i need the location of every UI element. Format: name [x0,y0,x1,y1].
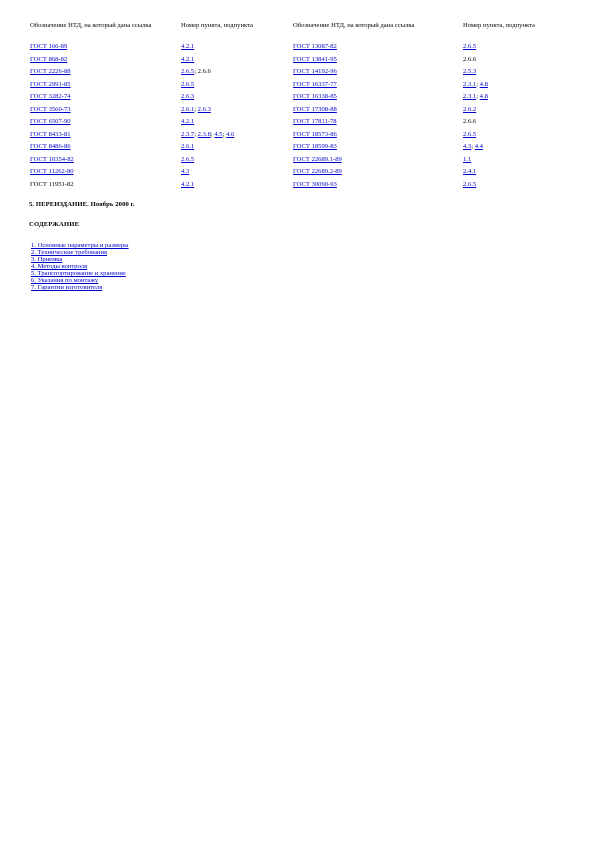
item-number-cell [462,66,569,79]
doc-designation-cell [292,154,462,167]
header-doc-designation-2: Обозначение НТД, на который дана ссылка [293,22,415,29]
standard-link[interactable]: ГОСТ 11262-80 [30,168,74,176]
header-doc-designation-1: Обозначение НТД, на который дана ссылка [30,22,152,29]
clause-link[interactable]: 4.3 [181,168,190,176]
table-row [29,141,569,154]
clause-link[interactable]: 2.6.3 [181,93,195,101]
standard-link[interactable]: ГОСТ 8433-81 [30,130,71,138]
item-number-cell [180,141,292,154]
toc-link-3[interactable]: 3. Приемка [31,256,63,263]
clause-text: ; [222,130,227,138]
clause-link[interactable]: 2.6.5 [181,155,195,163]
clause-text: 2.6.6 [463,55,477,63]
doc-designation-cell [29,129,180,142]
clause-link[interactable]: 4.2.1 [181,55,195,63]
doc-designation-cell [29,116,180,129]
clause-link[interactable]: 4.3 [463,143,472,151]
clause-link[interactable]: 4.2.1 [181,180,195,188]
standard-link[interactable]: ГОСТ 16337-77 [293,80,337,88]
header-item-number-1: Номер пункта, подпункта [181,22,253,29]
references-table [29,22,569,191]
clause-link[interactable]: 2.6.3 [197,105,211,113]
item-number-cell [180,41,292,54]
clause-link[interactable]: 2.6.5 [463,130,477,138]
table-row [29,179,569,192]
clause-link[interactable]: 4.2.1 [181,118,195,126]
item-number-cell [462,141,569,154]
doc-designation-cell [292,179,462,192]
standard-link[interactable]: ГОСТ 8486-86 [30,143,71,151]
doc-designation-cell [292,41,462,54]
clause-link[interactable]: 1.1 [463,155,472,163]
standard-link[interactable]: ГОСТ 2991-85 [30,80,71,88]
doc-designation-cell [29,104,180,117]
clause-link[interactable]: 2.6.5 [181,68,195,76]
table-row [29,116,569,129]
item-number-cell [180,116,292,129]
item-number-cell [462,54,569,67]
clause-link[interactable]: 2.6.1 [181,143,195,151]
item-number-cell [462,116,569,129]
document-page [29,22,569,291]
clause-link[interactable]: 4.2.1 [181,43,195,51]
standard-link[interactable]: ГОСТ 17308-88 [293,105,337,113]
toc-link-1[interactable]: 1. Основные параметры и размеры [31,242,129,249]
item-number-cell [180,154,292,167]
table-row [29,91,569,104]
doc-designation-cell [292,54,462,67]
clause-text: ; [194,130,198,138]
clause-text: ; 2.6.6 [194,68,211,76]
standard-link[interactable]: ГОСТ 6507-90 [30,118,71,126]
standard-link[interactable]: ГОСТ 18573-86 [293,130,337,138]
doc-designation-cell [292,141,462,154]
item-number-cell [462,79,569,92]
table-row [29,79,569,92]
toc-link-4[interactable]: 4. Методы контроля [31,263,88,270]
standard-link[interactable]: ГОСТ 13087-82 [293,43,337,51]
item-number-cell [462,91,569,104]
standard-link[interactable]: ГОСТ 14192-96 [293,68,337,76]
clause-text: ; [476,93,480,101]
clause-link[interactable]: 2.6.5 [463,180,477,188]
clause-link[interactable]: 2.3.8 [197,130,211,138]
clause-link[interactable]: 2.3.1 [463,80,477,88]
item-number-cell [180,179,292,192]
standard-link[interactable]: ГОСТ 18599-83 [293,143,337,151]
table-row [29,129,569,142]
item-number-cell [180,66,292,79]
edition-note: 5. ПЕРЕИЗДАНИЕ. Ноябрь 2000 г. [29,201,135,208]
clause-link[interactable]: 4.4 [474,143,483,151]
doc-designation-cell [29,166,180,179]
table-row [29,41,569,54]
doc-designation-cell [29,91,180,104]
doc-designation-cell [292,91,462,104]
doc-designation-cell [292,166,462,179]
toc-link-7[interactable]: 7. Гарантии изготовителя [31,284,103,291]
clause-text: ; [194,105,198,113]
doc-designation-cell [292,104,462,117]
standard-link[interactable]: ГОСТ 30090-93 [293,180,337,188]
clause-link[interactable]: 2.6.1 [181,105,195,113]
clause-link[interactable]: 2.3.1 [463,93,477,101]
standard-link[interactable]: ГОСТ 2226-88 [30,68,71,76]
doc-designation-cell [292,116,462,129]
clause-link[interactable]: 2.6.5 [181,80,195,88]
item-number-cell [462,41,569,54]
standard-link[interactable]: ГОСТ 3282-74 [30,93,71,101]
item-number-cell [180,129,292,142]
clause-text: ; [210,130,215,138]
standard-link[interactable]: ГОСТ 22689.1-89 [293,155,342,163]
table-row [29,166,569,179]
doc-designation-cell [29,141,180,154]
item-number-cell [180,54,292,67]
table-row [29,104,569,117]
clause-link[interactable]: 2.5.3 [463,68,477,76]
table-row [29,154,569,167]
clause-link[interactable]: 4.8 [479,80,488,88]
item-number-cell [462,179,569,192]
doc-designation-cell [292,66,462,79]
standard-link[interactable]: ГОСТ 13841-95 [293,55,337,63]
standard-link[interactable]: ГОСТ 16338-85 [293,93,337,101]
references-table-body [29,41,569,191]
doc-designation-cell [292,129,462,142]
doc-designation-cell [29,79,180,92]
table-row [29,54,569,67]
toc-link-5[interactable]: 5. Транспортирование и хранение [31,270,126,277]
clause-link[interactable]: 2.4.1 [463,168,477,176]
table-header-row [29,22,569,41]
clause-link[interactable]: 4.6 [226,130,235,138]
standard-link[interactable]: ГОСТ 17811-78 [293,118,337,126]
standard-link[interactable]: ГОСТ 166-89 [30,43,68,51]
clause-text: ; [476,80,480,88]
clause-text: ; [471,143,475,151]
item-number-cell [180,79,292,92]
item-number-cell [462,104,569,117]
clause-link[interactable]: 2.6.2 [463,105,477,113]
doc-designation-cell [29,154,180,167]
doc-designation-cell [292,79,462,92]
toc-title: СОДЕРЖАНИЕ [29,221,80,228]
standard-link[interactable]: ГОСТ 10354-82 [30,155,74,163]
header-item-number-2: Номер пункта, подпункта [463,22,535,29]
doc-designation-cell [29,54,180,67]
doc-designation-cell [29,41,180,54]
item-number-cell [180,104,292,117]
toc-link-2[interactable]: 2. Технические требования [31,249,108,256]
clause-link[interactable]: 4.5 [214,130,223,138]
item-number-cell [462,154,569,167]
standard-link[interactable]: ГОСТ 868-82 [30,55,68,63]
doc-designation-cell [29,66,180,79]
item-number-cell [180,91,292,104]
clause-text: 2.6.6 [463,118,477,126]
standard-link[interactable]: ГОСТ 22689.2-89 [293,168,342,176]
item-number-cell [462,129,569,142]
item-number-cell [462,166,569,179]
item-number-cell [180,166,292,179]
doc-designation-cell [29,179,180,192]
table-row [29,66,569,79]
standard-text: ГОСТ 11951-82 [30,180,74,188]
toc-link-6[interactable]: 6. Указания по монтажу [31,277,99,284]
clause-link[interactable]: 4.8 [479,93,488,101]
standard-link[interactable]: ГОСТ 3560-73 [30,105,71,113]
toc-list [29,242,569,291]
clause-link[interactable]: 2.3.7 [181,130,195,138]
clause-link[interactable]: 2.6.5 [463,43,477,51]
